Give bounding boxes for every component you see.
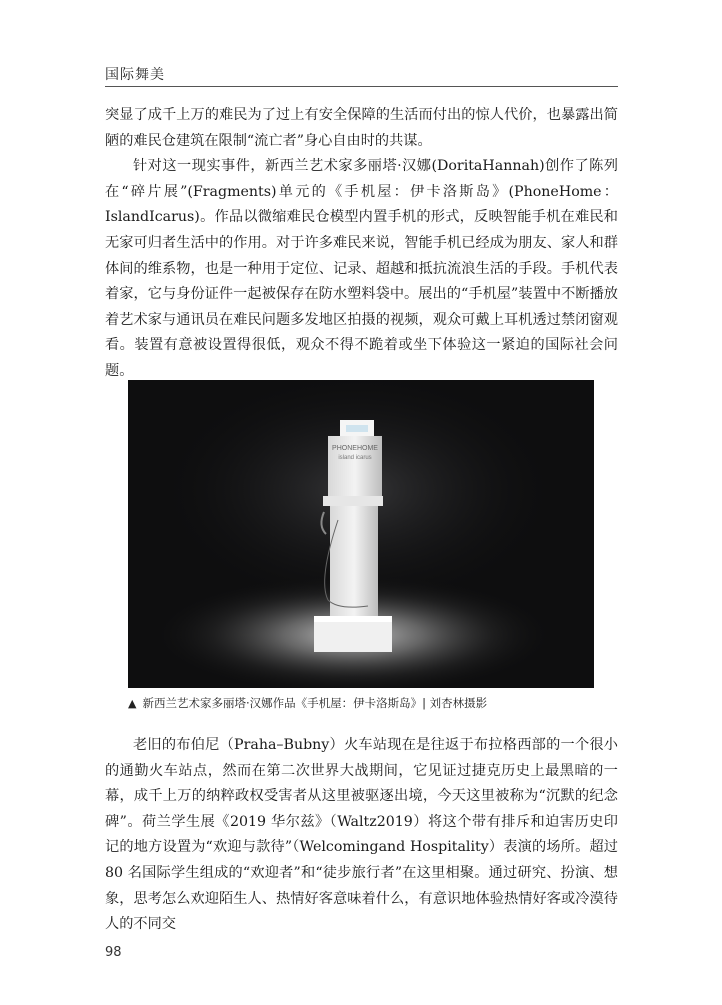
base-top (314, 616, 392, 622)
body-text-top (105, 103, 618, 385)
screen-label-1: PHONEHOME (332, 445, 378, 452)
phone-screen (346, 425, 368, 432)
photo-illustration (128, 380, 594, 688)
screen-label-2: island icarus (338, 455, 372, 461)
shelf (323, 496, 383, 506)
figure-caption (128, 695, 594, 711)
caption-text: 新西兰艺术家多丽塔·汉娜作品《手机屋：伊卡洛斯岛》| 刘杏林摄影 (142, 696, 488, 710)
triangle-marker-icon: ▲ (128, 697, 137, 710)
section-title: 国际舞美 (105, 67, 165, 83)
body-text-bottom (105, 733, 618, 938)
header-divider (105, 86, 618, 87)
page-number: 98 (105, 945, 122, 960)
installation-photo (128, 380, 594, 688)
paragraph: 突显了成千上万的难民为了过上有安全保障的生活而付出的惊人代价，也暴露出简陋的难民仓建筑在限制“流亡者”身心自由时的共谋。 (105, 107, 618, 149)
paragraph: 针对这一现实事件，新西兰艺术家多丽塔·汉娜(DoritaHannah)创作了陈列在“碎片展”(Fragments)单元的《手机屋：伊卡洛斯岛》(PhoneHome：IslandIcarus)。作品以微缩难民仓模型内置手机的形式，反映智能手机在难民和无家可归者生活中的作用。对于许多难民来说，智能手机已经成为朋友、家人和群体间的维系物，也是一种用于定位、记录、超越和抵抗流浪生活的手段。手机代表着家，它与身份证件一起被保存在防水塑料袋中。展出的“手机屋”装置中不断播放着艺术家与通讯员在难民问题多发地区拍摄的视频，观众可戴上耳机透过禁闭窗观看。装置有意被设置得很低，观众不得不跪着或坐下体验这一紧迫的国际社会问题。 (105, 158, 618, 379)
paragraph: 老旧的布伯尼（Praha–Bubny）火车站现在是往返于布拉格西部的一个很小的通勤火车站点，然而在第二次世界大战期间，它见证过捷克历史上最黑暗的一幕，成千上万的纳粹政权受害者从这里被驱逐出境，今天这里被称为“沉默的纪念碑”。荷兰学生展《2019 华尔兹》（Waltz2019）将这个带有排斥和迫害历史印记的地方设置为“欢迎与款待”（Welcomingand Hospitality）表演的场所。超过 80 名国际学生组成的“欢迎者”和“徒步旅行者”在这里相聚。通过研究、扮演、想象，思考怎么欢迎陌生人、热情好客意味着什么，有意识地体验热情好客或冷漠待人的不同交 (105, 737, 618, 933)
